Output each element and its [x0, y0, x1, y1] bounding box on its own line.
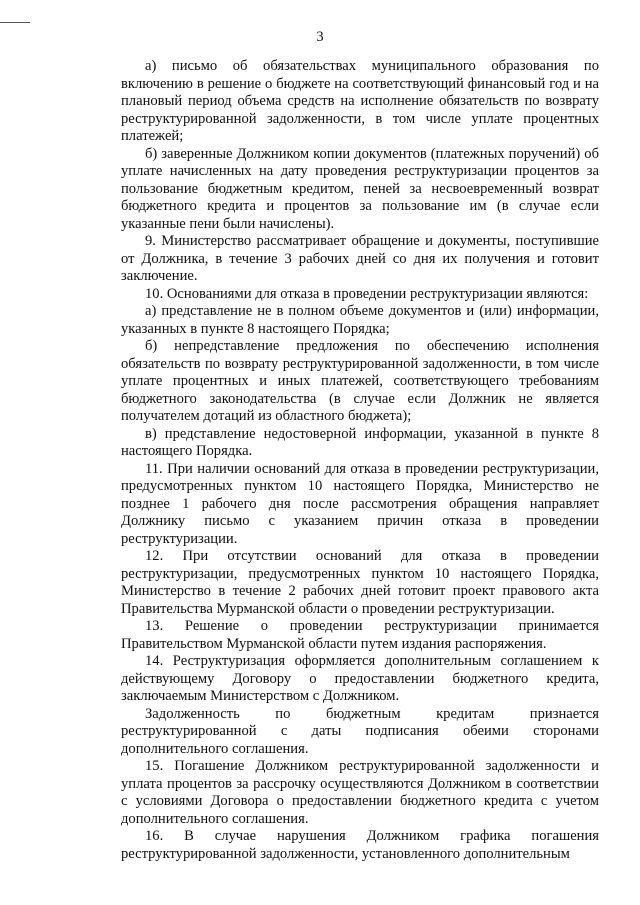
- paragraph-13: 13. Решение о проведении реструктуризации принимается Правительством Мурманской области путем издания распоряжения.: [121, 618, 599, 652]
- paragraph-16: 16. В случае нарушения Должником графика погашения реструктурированной задолженности, установленного дополнительным: [121, 828, 599, 862]
- paragraph-10b: б) непредставление предложения по обеспечению исполнения обязательств по возврату реструктурированной задолженности, в том числе уплате процентных и иных платежей, соответствующего требованиям бюджетного законодательства (в случае если Должник не является получателем дотаций из областного бюджета);: [121, 338, 599, 424]
- paragraph-14-note: Задолженность по бюджетным кредитам признается реструктурированной с даты подписания обеими сторонами дополнительного соглашения.: [121, 705, 599, 757]
- paragraph-14: 14. Реструктуризация оформляется дополнительным соглашением к действующему Договору о предоставлении бюджетного кредита, заключаемым Министерством с Должником.: [121, 653, 599, 704]
- paragraph-10: 10. Основаниями для отказа в проведении реструктуризации являются:: [145, 285, 589, 302]
- paragraph-8b: б) заверенные Должником копии документов (платежных поручений) об уплате начисленных на дату проведения реструктуризации процентов за пользование бюджетным кредитом, пеней за несвоевременный возврат бюджетного кредита и процентов за пользование им (в случае если указанные пени были начислены).: [121, 145, 599, 232]
- document-body: [121, 58, 599, 863]
- page-number: 3: [316, 29, 324, 45]
- scan-corner-mark: [0, 22, 30, 23]
- paragraph-10c: в) представление недостоверной информации, указанной в пункте 8 настоящего Порядка.: [121, 425, 599, 459]
- paragraph-12: 12. При отсутствии оснований для отказа в проведении реструктуризации, предусмотренных пунктом 10 настоящего Порядка, Министерство в течение 2 рабочих дней готовит проект правового акта Правительства Мурманской области о проведении реструктуризации.: [121, 548, 599, 617]
- paragraph-15: 15. Погашение Должником реструктурированной задолженности и уплата процентов за рассрочку осуществляются Должником в соответствии с условиями Договора о предоставлении бюджетного кредита с учетом дополнительного соглашения.: [121, 758, 599, 827]
- paragraph-9: 9. Министерство рассматривает обращение и документы, поступившие от Должника, в течение 3 рабочих дней со дня их получения и готовит заключение.: [121, 233, 599, 284]
- paragraph-8a: а) письмо об обязательствах муниципального образования по включению в решение о бюджете на соответствующий финансовый год и на плановый период объема средств на исполнение обязательств по возврату реструктурированной задолженности, в том числе уплате процентных платежей;: [121, 58, 599, 144]
- paragraph-11: 11. При наличии оснований для отказа в проведении реструктуризации, предусмотренных пунктом 10 настоящего Порядка, Министерство не позднее 1 рабочего дня после рассмотрения обращения направляет Должнику письмо с указанием причин отказа в проведении реструктуризации.: [121, 460, 599, 547]
- paragraph-10a: а) представление не в полном объеме документов и (или) информации, указанных в пункте 8 настоящего Порядка;: [121, 303, 599, 337]
